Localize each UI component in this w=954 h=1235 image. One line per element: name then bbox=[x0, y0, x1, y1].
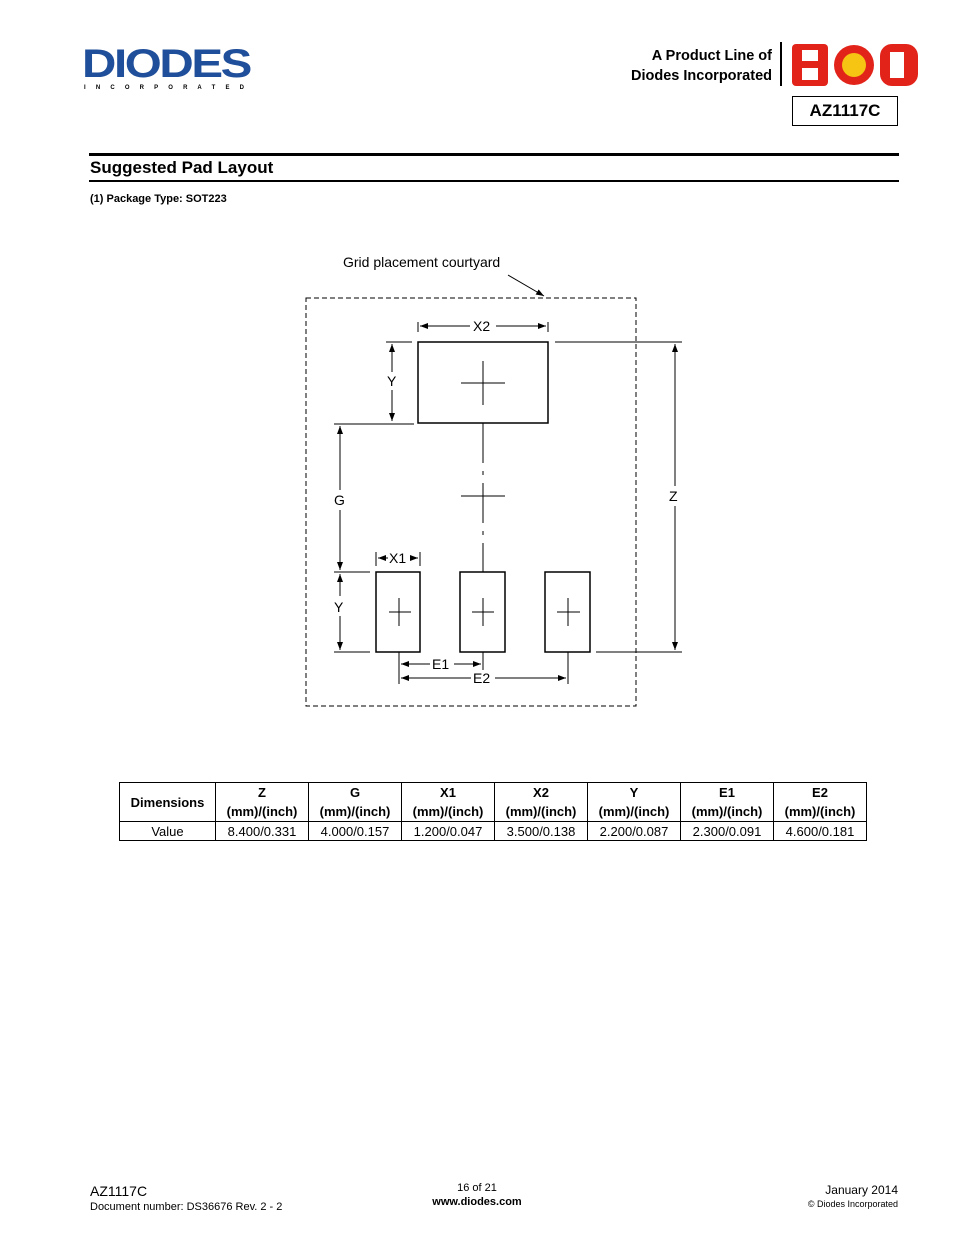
table-col-header: E2 (mm)/(inch) bbox=[774, 783, 867, 822]
bcd-logo-text: BCD bbox=[790, 42, 793, 43]
table-cell: 4.000/0.157 bbox=[309, 822, 402, 841]
table-cell: 4.600/0.181 bbox=[774, 822, 867, 841]
diodes-logo-subtext: I N C O R P O R A T E D bbox=[84, 85, 244, 91]
dim-label-y-top: Y bbox=[387, 373, 397, 389]
dim-label-z: Z bbox=[669, 488, 678, 504]
dim-label-x1: X1 bbox=[389, 550, 407, 566]
table-col-header: Z (mm)/(inch) bbox=[216, 783, 309, 822]
footer-copyright: © Diodes Incorporated bbox=[807, 1199, 898, 1209]
package-type-label: (1) Package Type: SOT223 bbox=[90, 193, 227, 205]
footer-url-link[interactable]: www.diodes.com bbox=[432, 1196, 522, 1208]
footer-part-number: AZ1117C bbox=[90, 1183, 148, 1199]
footer-doc-number: Document number: DS36676 Rev. 2 - 2 bbox=[90, 1201, 283, 1213]
table-row-header: Dimensions bbox=[120, 783, 216, 822]
table-cell: 1.200/0.047 bbox=[402, 822, 495, 841]
dim-label-g: G bbox=[334, 492, 345, 508]
table-col-header: X1 (mm)/(inch) bbox=[402, 783, 495, 822]
courtyard-leader bbox=[508, 275, 544, 296]
table-col-header: G (mm)/(inch) bbox=[309, 783, 402, 822]
table-cell: 2.200/0.087 bbox=[588, 822, 681, 841]
section-title: Suggested Pad Layout bbox=[90, 158, 274, 177]
table-header-row bbox=[120, 783, 867, 822]
dim-label-e1: E1 bbox=[432, 656, 450, 672]
table-cell: 3.500/0.138 bbox=[495, 822, 588, 841]
footer-right bbox=[808, 1183, 898, 1209]
courtyard-outline bbox=[306, 298, 636, 706]
product-line-1: A Product Line of bbox=[651, 48, 772, 64]
table-row bbox=[120, 822, 867, 841]
dim-label-y-bottom: Y bbox=[334, 599, 344, 615]
dim-label-x2: X2 bbox=[473, 318, 491, 334]
diodes-logo-text: DIODES bbox=[82, 43, 252, 86]
footer-date: January 2014 bbox=[825, 1183, 898, 1197]
part-number-box: AZ1117C bbox=[792, 96, 898, 126]
table-col-header: E1 (mm)/(inch) bbox=[681, 783, 774, 822]
table-value-header: Value bbox=[120, 822, 216, 841]
table-cell: 2.300/0.091 bbox=[681, 822, 774, 841]
footer-page-number: 16 of 21 bbox=[457, 1182, 497, 1194]
product-line-2: Diodes Incorporated bbox=[631, 68, 772, 84]
courtyard-label: Grid placement courtyard bbox=[343, 254, 501, 270]
dim-label-e2: E2 bbox=[473, 670, 491, 686]
table-col-header: X2 (mm)/(inch) bbox=[495, 783, 588, 822]
table-cell: 8.400/0.331 bbox=[216, 822, 309, 841]
dimensions-table bbox=[119, 782, 867, 841]
table-col-header: Y (mm)/(inch) bbox=[588, 783, 681, 822]
